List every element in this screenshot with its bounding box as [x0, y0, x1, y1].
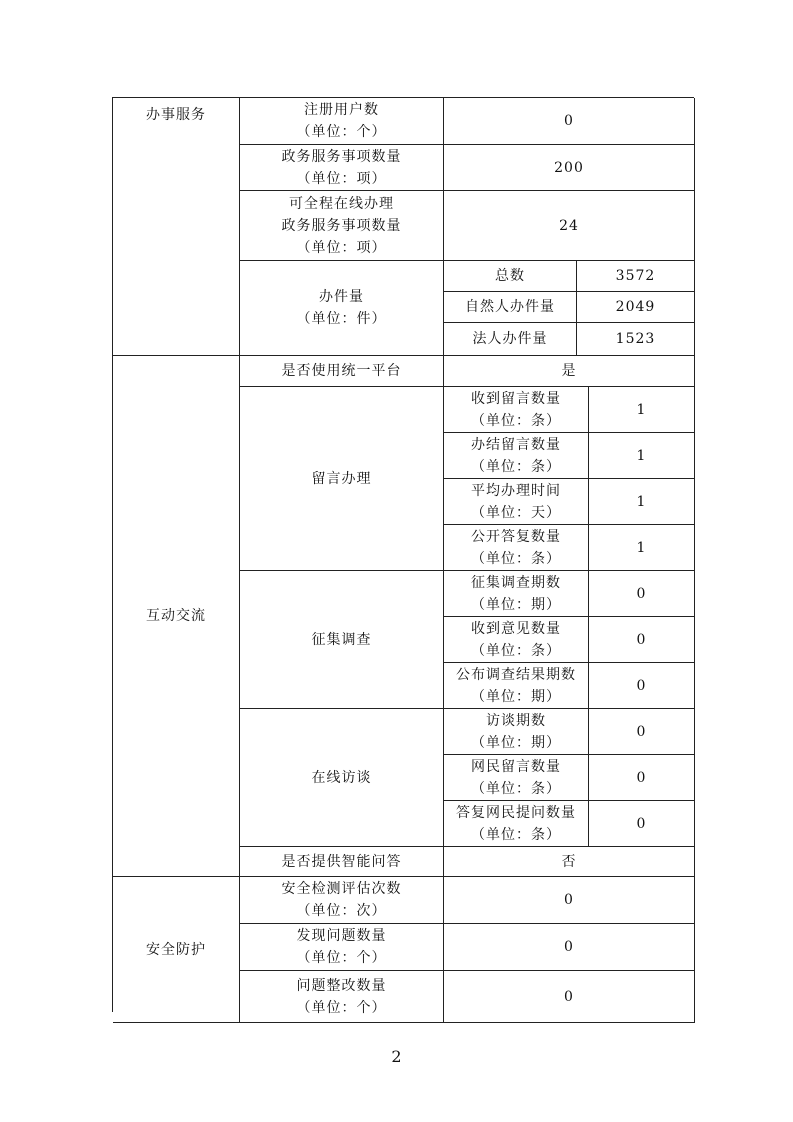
sub-value: 2049 — [577, 292, 695, 323]
row-label: 发现问题数量 （单位：个） — [240, 924, 444, 971]
sub-label: 总数 — [444, 261, 577, 292]
group-label: 办件量 （单位：件） — [240, 261, 444, 356]
row-value: 是 — [444, 356, 695, 387]
report-table — [112, 97, 694, 1016]
row-label: 问题整改数量 （单位：个） — [240, 971, 444, 1023]
sub-value: 0 — [589, 617, 695, 663]
row-label: 注册用户数 （单位：个） — [240, 98, 444, 145]
section-name: 互动交流 — [113, 356, 240, 877]
sub-label: 平均办理时间 （单位：天） — [444, 479, 589, 525]
sub-label: 征集调查期数 （单位：期） — [444, 571, 589, 617]
row-value: 否 — [444, 847, 695, 877]
row-value: 0 — [444, 98, 695, 145]
sub-value: 1 — [589, 525, 695, 571]
sub-label: 自然人办件量 — [444, 292, 577, 323]
sub-label: 公开答复数量 （单位：条） — [444, 525, 589, 571]
row-value: 0 — [444, 877, 695, 924]
sub-label: 网民留言数量 （单位：条） — [444, 755, 589, 801]
sub-value: 1 — [589, 479, 695, 525]
sub-label: 法人办件量 — [444, 323, 577, 356]
sub-value: 0 — [589, 663, 695, 709]
page-number: 2 — [391, 1047, 402, 1066]
row-value: 0 — [444, 924, 695, 971]
sub-label: 办结留言数量 （单位：条） — [444, 433, 589, 479]
group-label: 征集调查 — [240, 571, 444, 709]
sub-value: 0 — [589, 709, 695, 755]
sub-value: 0 — [589, 755, 695, 801]
sub-value: 3572 — [577, 261, 695, 292]
row-value: 0 — [444, 971, 695, 1023]
row-value: 24 — [444, 191, 695, 261]
row-label: 政务服务事项数量 （单位：项） — [240, 145, 444, 191]
group-label: 留言办理 — [240, 387, 444, 571]
sub-value: 1 — [589, 387, 695, 433]
row-label: 可全程在线办理 政务服务事项数量 （单位：项） — [240, 191, 444, 261]
sub-value: 1523 — [577, 323, 695, 356]
sub-label: 答复网民提问数量 （单位：条） — [444, 801, 589, 847]
section-name: 安全防护 — [113, 877, 240, 1023]
sub-value: 1 — [589, 433, 695, 479]
sub-label: 公布调查结果期数 （单位：期） — [444, 663, 589, 709]
sub-label: 收到留言数量 （单位：条） — [444, 387, 589, 433]
row-value: 200 — [444, 145, 695, 191]
row-label: 安全检测评估次数 （单位：次） — [240, 877, 444, 924]
sub-label: 收到意见数量 （单位：条） — [444, 617, 589, 663]
section-name: 办事服务 — [113, 98, 240, 356]
row-label: 是否使用统一平台 — [240, 356, 444, 387]
sub-value: 0 — [589, 571, 695, 617]
sub-value: 0 — [589, 801, 695, 847]
group-label: 在线访谈 — [240, 709, 444, 847]
row-label: 是否提供智能问答 — [240, 847, 444, 877]
sub-label: 访谈期数 （单位：期） — [444, 709, 589, 755]
